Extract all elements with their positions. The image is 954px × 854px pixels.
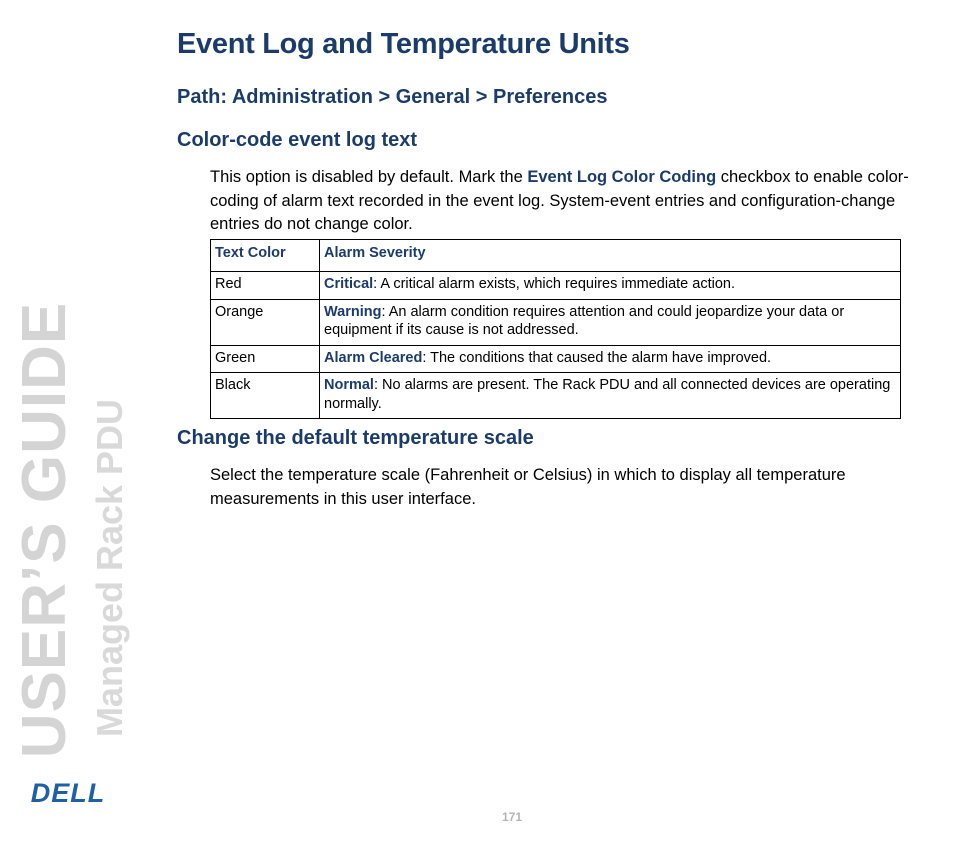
header-text-color: Text Color [211,240,320,272]
text-color-cell: Red [211,272,320,300]
severity-term: Warning [324,303,382,320]
header-alarm-severity: Alarm Severity [320,240,901,272]
alarm-severity-table [210,239,901,419]
severity-cell [320,345,901,373]
page-title: Event Log and Temperature Units [177,28,630,60]
severity-cell [320,299,901,345]
table-row [211,345,901,373]
table-row [211,373,901,419]
table-row [211,299,901,345]
text-color-cell: Green [211,345,320,373]
sidebar-title: USER’S GUIDE [10,301,79,759]
navigation-path: Path: Administration > General > Preferences [177,86,608,108]
severity-term: Critical [324,276,374,292]
section-color-code-paragraph: This option is disabled by default. Mark the Event Log Color Coding checkbox to enable color-coding of alarm text recorded in the event log. System-event entries and configuration-change entries do not change color. [210,168,909,233]
page-number: 171 [501,810,523,824]
text-color-cell: Black [211,373,320,419]
severity-description: : A critical alarm exists, which requires immediate action. [373,276,735,292]
severity-term: Alarm Cleared [324,349,423,366]
text-color-cell: Orange [211,299,320,345]
section-heading-color-code: Color-code event log text [177,129,418,151]
severity-description: : The conditions that caused the alarm have improved. [422,349,772,366]
section-temperature-paragraph: Select the temperature scale (Fahrenheit or Celsius) in which to display all temperature measurements in this user interface. [210,466,846,508]
severity-cell [320,373,901,419]
section-heading-temperature-scale: Change the default temperature scale [177,427,534,449]
severity-cell [320,272,901,300]
severity-term: Normal [324,377,374,393]
severity-description: : An alarm condition requires attention and could jeopardize your data or equipment if its cause is not addressed. [324,303,845,338]
checkbox-label-reference: Event Log Color Coding [527,168,717,186]
dell-logo [24,778,112,806]
table-row [211,272,901,300]
svg-text:DELL: DELL [30,778,106,806]
sidebar-subtitle: Managed Rack PDU [89,398,130,738]
table-header-row [211,240,901,272]
severity-description: : No alarms are present. The Rack PDU and all connected devices are operating normally. [324,377,891,412]
